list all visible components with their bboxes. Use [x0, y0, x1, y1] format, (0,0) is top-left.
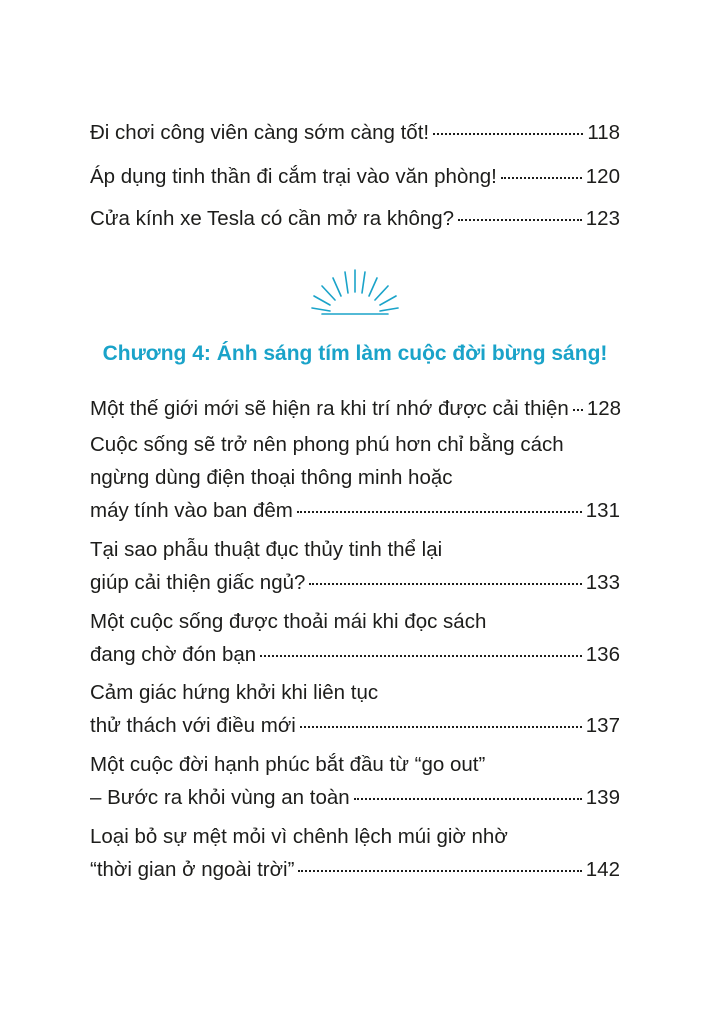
toc-entry-line	[90, 853, 620, 886]
toc-entry-page: 118	[587, 121, 620, 144]
toc-entry	[90, 428, 620, 527]
toc-entry	[90, 676, 620, 742]
toc-entry-line	[90, 160, 620, 193]
toc-entry-line	[90, 392, 620, 425]
toc-entry-page: 137	[585, 714, 620, 737]
toc-entry	[90, 820, 620, 886]
toc-entry-title: “thời gian ở ngoài trời”	[90, 858, 295, 881]
toc-entry-title: máy tính vào ban đêm	[90, 499, 293, 522]
toc-entry-page: 139	[585, 786, 620, 809]
toc-entry-line: Một cuộc đời hạnh phúc bắt đầu từ “go out”	[90, 753, 486, 776]
toc-entry-title: – Bước ra khỏi vùng an toàn	[90, 786, 350, 809]
toc-entry	[90, 392, 620, 425]
toc-entry	[90, 748, 620, 814]
dot-leader	[354, 798, 582, 800]
toc-entry	[90, 116, 620, 149]
dot-leader	[573, 409, 583, 411]
toc-entry	[90, 533, 620, 599]
toc-entry-line	[90, 709, 620, 742]
toc-entry-line	[90, 781, 620, 814]
toc-entry-line	[90, 202, 620, 235]
toc-entry-title: Cửa kính xe Tesla có cần mở ra không?	[90, 207, 455, 230]
toc-entry-line: Một cuộc sống được thoải mái khi đọc sách	[90, 610, 487, 633]
toc-entry-line: Loại bỏ sự mệt mỏi vì chênh lệch múi giờ nhờ	[90, 825, 508, 848]
toc-entry-page: 128	[586, 397, 622, 420]
toc-entry-line	[90, 566, 620, 599]
toc-entry-title: thử thách với điều mới	[90, 714, 296, 737]
toc-entry-title: Đi chơi công viên càng sớm càng tốt!	[90, 121, 430, 144]
toc-entry-page: 133	[585, 571, 620, 594]
toc-entry	[90, 605, 620, 671]
toc-entry-title: đang chờ đón bạn	[90, 643, 257, 666]
dot-leader	[300, 726, 582, 728]
toc-entry-page: 142	[585, 858, 620, 881]
toc-entry-page: 136	[585, 643, 620, 666]
dot-leader	[433, 133, 583, 135]
toc-entry-line: ngừng dùng điện thoại thông minh hoặc	[90, 466, 453, 489]
toc-entry-title: Áp dụng tinh thần đi cắm trại vào văn phòng!	[90, 165, 497, 188]
toc-entry-page: 120	[585, 165, 620, 188]
toc-entry-line	[90, 494, 620, 527]
toc-entry-page: 131	[585, 499, 620, 522]
chapter-title: Chương 4: Ánh sáng tím làm cuộc đời bừng sáng!	[102, 342, 608, 365]
sunburst-icon	[90, 262, 620, 322]
toc-entry-line	[90, 638, 620, 671]
dot-leader	[297, 511, 582, 513]
toc-entry-line	[90, 116, 620, 149]
toc-entry-line: Cuộc sống sẽ trở nên phong phú hơn chỉ bằng cách	[90, 433, 564, 456]
toc-entry-title: giúp cải thiện giấc ngủ?	[90, 571, 306, 594]
dot-leader	[309, 583, 581, 585]
toc-entry-title: Một thế giới mới sẽ hiện ra khi trí nhớ được cải thiện	[90, 397, 569, 420]
dot-leader	[458, 219, 582, 221]
toc-entry	[90, 160, 620, 193]
toc-entry-line: Cảm giác hứng khởi khi liên tục	[90, 681, 379, 704]
dot-leader	[501, 177, 582, 179]
dot-leader	[298, 870, 581, 872]
toc-entry-line: Tại sao phẫu thuật đục thủy tinh thể lại	[90, 538, 443, 561]
toc-entry	[90, 202, 620, 235]
dot-leader	[260, 655, 582, 657]
toc-entry-page: 123	[585, 207, 620, 230]
